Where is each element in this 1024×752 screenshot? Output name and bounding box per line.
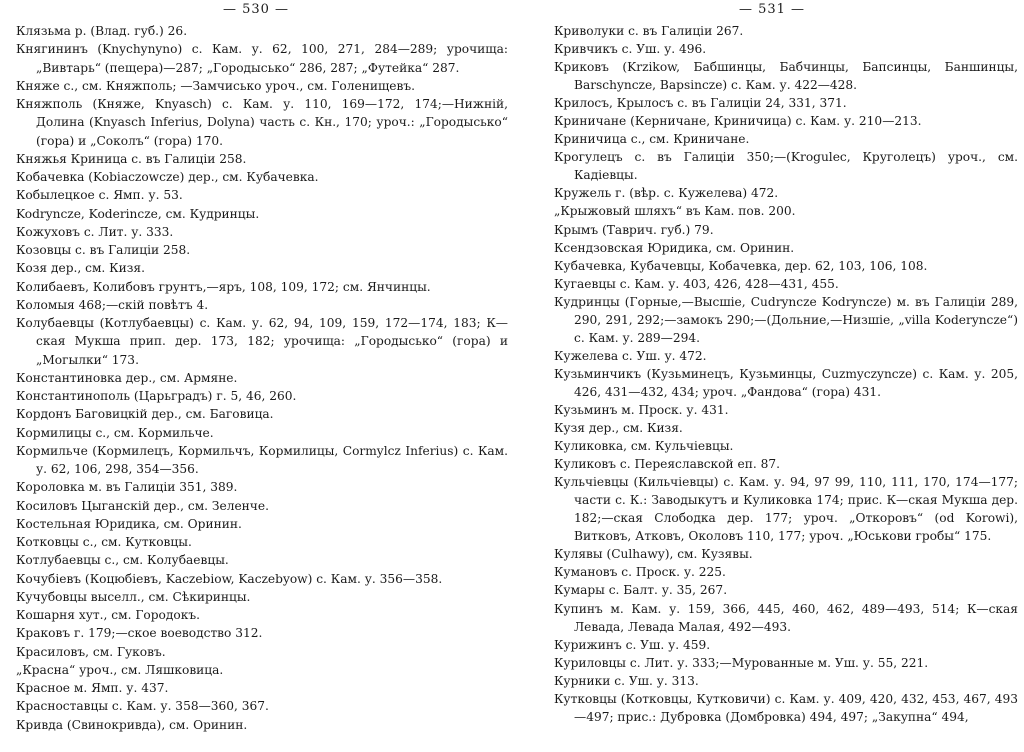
index-entry: Ксендзовская Юридика, см. Оринин. — [554, 240, 795, 255]
index-entries — [546, 22, 1018, 726]
index-entry: Кружель г. (вѣр. с. Кужелева) 472. — [554, 186, 779, 201]
index-entry: Крогулецъ с. въ Галиціи 350;—(Krogulec, Круголецъ) уроч., см. Кадіевцы. — [554, 150, 1018, 183]
index-entry: Криничица с., см. Криничане. — [554, 132, 750, 147]
index-entry: Кривчикъ с. Уш. у. 496. — [554, 42, 707, 57]
index-entry: Котлубаевцы с., см. Колубаевцы. — [16, 553, 229, 568]
index-entry: Княжья Криница с. въ Галиціи 258. — [16, 151, 247, 166]
index-entry: Кугаевцы с. Кам. у. 403, 426, 428—431, 455. — [554, 276, 839, 291]
index-entry: Кочубіевъ (Коцюбіевъ, Kaczebiow, Kaczebyow) с. Кам. у. 356—358. — [16, 571, 443, 586]
page-number: — 530 — — [222, 2, 290, 17]
index-entry: Кожуховъ с. Лит. у. 333. — [16, 224, 174, 239]
index-entry: Кобылецкое с. Ямп. у. 53. — [16, 188, 183, 203]
index-entry: Кучубовцы выселл., см. Сѣкиринцы. — [16, 589, 251, 604]
index-entry: Куриловцы с. Лит. у. 333;—Мурованные м. Уш. у. 55, 221. — [554, 655, 929, 670]
index-entry: Криковъ (Krzikow, Бабшинцы, Бабчинцы, Бапсинцы, Баншинцы, Barschyncze, Bapsincze) с. Кам. у. 422—428. — [554, 60, 1018, 93]
index-entry: Костельная Юридика, см. Оринин. — [16, 516, 242, 531]
index-entries — [8, 22, 508, 734]
index-entry: Кордонъ Баговицкій дер., см. Баговица. — [16, 407, 274, 422]
page-number: — 531 — — [738, 2, 806, 17]
index-entry: Куликовъ с. Переяславской еп. 87. — [554, 457, 780, 472]
index-entry: Криволуки с. въ Галиціи 267. — [554, 24, 744, 38]
index-entry: Кутковцы (Котковцы, Кутковичи) с. Кам. у. 409, 420, 432, 453, 467, 493—497; прис.: Дубровка (Домбровка) 494, 497; „Закупна“ 494, — [554, 691, 1018, 724]
index-entry: Кузьминъ м. Проск. у. 431. — [554, 402, 729, 417]
index-entry: Козя дер., см. Кизя. — [16, 261, 145, 276]
index-entry: Кумановъ с. Проск. у. 225. — [554, 565, 726, 580]
index-entry: Кривда (Свинокривда), см. Оринин. — [16, 717, 248, 732]
index-entry: Колубаевцы (Котлубаевцы) с. Кам. у. 62, 94, 109, 159, 172—174, 183; К—ская Мукша прип. дер. 173, 182; урочища: „Городысько“ (гора) и „Могылки“ 173. — [16, 316, 508, 367]
index-entry: Кузьминчикъ (Кузьминецъ, Кузьминцы, Cuzmyczyncze) с. Кам. у. 205, 426, 431—432, 434; уроч. „Фандова“ (гора) 431. — [554, 366, 1018, 399]
index-entry: Кубачевка, Кубачевцы, Кобачевка, дер. 62, 103, 106, 108. — [554, 258, 928, 273]
index-entry: Красное м. Ямп. у. 437. — [16, 681, 169, 695]
right-page — [522, 0, 1022, 752]
index-entry: Красиловъ, см. Гуковъ. — [16, 644, 166, 659]
index-entry: Кобачевка (Kobiaczowcze) дер., см. Кубачевка. — [16, 170, 319, 184]
index-entry: Коломыя 468;—скій повѣтъ 4. — [16, 297, 209, 312]
index-entry: Кузя дер., см. Кизя. — [554, 421, 683, 436]
index-entry: Купинъ м. Кам. у. 159, 366, 445, 460, 462, 489—493, 514; К—ская Левада, Левада Малая, 492—493. — [554, 601, 1018, 634]
index-entry: Козовцы с. въ Галиціи 258. — [16, 243, 191, 257]
index-entry: „Крыжовый шляхъ“ въ Кам. пов. 200. — [554, 204, 796, 219]
index-entry: Курижинъ с. Уш. у. 459. — [554, 637, 711, 652]
index-entry: Кумары с. Балт. у. 35, 267. — [554, 583, 728, 598]
index-entry: Княжполь (Княже, Knyasch) с. Кам. у. 110, 169—172, 174;—Нижній, Долина (Knyasch Inferius, Dolyna) часть с. Кн., 170; уроч.: „Городысько“ (гора) и „Соколъ“ (гора) 170. — [16, 97, 508, 148]
index-entry: Кормильче (Кормилецъ, Кормильчъ, Кормилицы, Cormylcz Inferius) с. Кам. у. 62, 106, 298, 354—356. — [16, 443, 508, 476]
index-entry: Колибаевъ, Колибовъ грунтъ,—яръ, 108, 109, 172; см. Янчинцы. — [16, 279, 431, 294]
index-entry: Краковъ г. 179;—ское воеводство 312. — [16, 626, 263, 641]
index-entry: Княгининъ (Knychynyno) с. Кам. у. 62, 100, 271, 284—289; урочища: „Вивтарь“ (пещера)—287; „Городысько“ 286, 287; „Футейка“ 287. — [16, 42, 508, 75]
index-entry: Кошарня хут., см. Городокъ. — [16, 608, 200, 622]
index-entry: Крилосъ, Крылосъ с. въ Галиціи 24, 331, 371. — [554, 96, 847, 111]
index-entry: Крымъ (Таврич. губ.) 79. — [554, 222, 714, 237]
index-entry: „Красна“ уроч., см. Ляшковица. — [16, 662, 224, 677]
index-entry: Котковцы с., см. Кутковцы. — [16, 535, 192, 549]
index-entry: Константинополь (Царьградъ) г. 5, 46, 260. — [16, 389, 297, 403]
index-entry: Куликовка, см. Кульчіевцы. — [554, 439, 734, 454]
index-entry: Курники с. Уш. у. 313. — [554, 673, 699, 688]
index-entry: Кудринцы (Горные,—Высшіе, Cudryncze Kodryncze) м. въ Галиціи 289, 290, 291, 292;—замокъ 290;—(Дольние,—Низшіе, „villa Koderyncze“) с. Кам. у. 289—294. — [554, 294, 1018, 345]
index-entry: Краснoставцы с. Кам. у. 358—360, 367. — [16, 699, 269, 714]
index-entry: Косиловъ Цыганскій дер., см. Зеленче. — [16, 498, 269, 513]
index-entry: Княже с., см. Княжполь; —Замчисько уроч., см. Голенищевъ. — [16, 78, 415, 93]
index-entry: Константиновка дер., см. Армяне. — [16, 370, 238, 385]
index-entry: Кульчіевцы (Кильчіевцы) с. Кам. у. 94, 97 99, 110, 111, 170, 174—177; части с. К.: Заводыкутъ и Куликовка 174; прис. К—ская Мукша дер. 182;—ская Слободка дер. 177; уроч. „Откоровъ“ (od Korowi), Витковъ, Атковъ, Околовъ 110, 177; уроч. „Юськови гробы“ 175. — [554, 475, 1018, 544]
index-entry: Клязьма р. (Влад. губ.) 26. — [16, 24, 188, 38]
index-entry: Kodryncze, Koderincze, см. Кудринцы. — [16, 206, 260, 221]
index-entry: Кужелева с. Уш. у. 472. — [554, 348, 707, 363]
index-entry: Кулявы (Culhawy), см. Кузявы. — [554, 547, 753, 562]
index-entry: Кормилицы с., см. Кормильче. — [16, 425, 214, 440]
index-entry: Криничане (Керничане, Криничица) с. Кам. у. 210—213. — [554, 114, 922, 129]
index-entry: Короловка м. въ Галиціи 351, 389. — [16, 480, 238, 495]
